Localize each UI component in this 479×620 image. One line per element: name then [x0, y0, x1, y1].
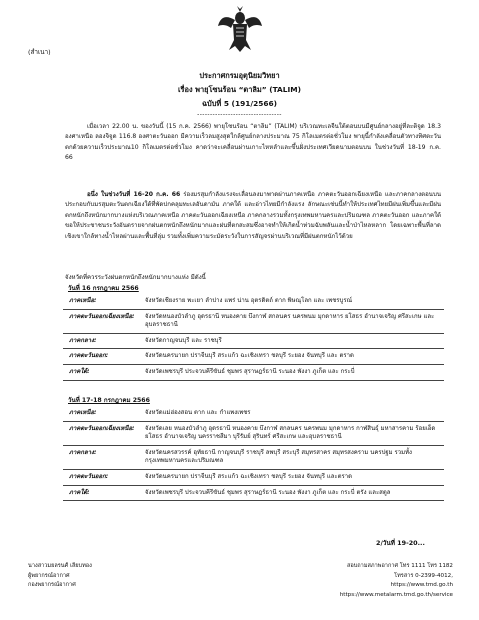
region-label: ภาคกลาง: [63, 333, 143, 349]
region-label: ภาคเหนือ: [63, 294, 143, 309]
region-label: ภาคใต้: [63, 485, 143, 501]
table-row [63, 364, 444, 380]
table-row [63, 406, 444, 421]
region-label: ภาคตะวันออกเฉียงเหนือ: [63, 309, 143, 333]
contact-fax-website[interactable]: โทรสาร 0-2399-4012, https://www.tmd.go.th [390, 572, 453, 589]
copy-label: (สำเนา) [28, 48, 51, 56]
table-row [63, 421, 444, 445]
date-heading-2: วันที่ 17-18 กรกฎาคม 2566 [68, 397, 150, 404]
province-table-day-2 [63, 406, 444, 501]
table-row [63, 469, 444, 485]
monsoon-paragraph [65, 190, 441, 242]
province-list: จังหวัดเพชรบุรี ประจวบคีรีขันธ์ ชุมพร สุราษฎร์ธานี ระนอง พังงา ภูเก็ต และ กระบี่ [143, 364, 444, 380]
garuda-emblem-icon [217, 4, 263, 54]
province-list: จังหวัดเลย หนองบัวลำภู อุดรธานี หนองคาย บึงกาฬ สกลนคร นครพนม มุกดาหาร กาฬสินธุ์ มหาสารคาม ร้อยเอ็ด ยโสธร อำนาจเจริญ นครราชสีมา บุรีรัมย์ สุรินทร์ ศรีสะเกษ และอุบลราชธานี [143, 421, 444, 445]
contact-block [331, 562, 453, 600]
table-row [63, 333, 444, 349]
signatory-block [28, 562, 92, 591]
province-list: จังหวัดนครนายก ปราจีนบุรี สระแก้ว ฉะเชิงเทรา ชลบุรี ระยอง จันทบุรี และ ตราด [143, 349, 444, 365]
table-row [63, 294, 444, 309]
province-list: จังหวัดเชียงราย พะเยา ลำปาง แพร่ น่าน อุตรดิตถ์ ตาก พิษณุโลก และ เพชรบูรณ์ [143, 294, 444, 309]
province-list-intro: จังหวัดที่ควรระวังฝนตกหนักถึงหนักมากบางแห่ง มีดังนี้ [65, 274, 206, 281]
province-list: จังหวัดนครสวรรค์ อุทัยธานี กาญจนบุรี ราชบุรี ลพบุรี สระบุรี สมุทรสาคร สมุทรสงคราม นครปฐม รวมทั้งกรุงเทพมหานครและปริมณฑล [143, 445, 444, 469]
province-list: จังหวัดกาญจนบุรี และ ราชบุรี [143, 333, 444, 349]
title-separator: --------------------------------- [197, 111, 282, 118]
contact-service-link[interactable]: https://www.metalarm.tmd.go.th/service [339, 591, 453, 598]
bulletin-number: ฉบับที่ 5 (191/2566) [201, 99, 278, 108]
table-row [63, 309, 444, 333]
monsoon-paragraph-lead: อนึ่ง ในช่วงวันที่ 16-20 ก.ค. 66 [87, 191, 181, 198]
storm-paragraph [65, 122, 441, 164]
province-list: จังหวัดนครนายก ปราจีนบุรี สระแก้ว ฉะเชิงเทรา ชลบุรี ระยอง จันทบุรี และตราด [143, 469, 444, 485]
signatory-division: กองพยากรณ์อากาศ [28, 582, 76, 589]
province-list: จังหวัดหนองบัวลำภู อุดรธานี หนองคาย บึงกาฬ สกลนคร นครพนม มุกดาหาร ยโสธร อำนาจเจริญ ศรีสะเกษ และอุบลราชธานี [143, 309, 444, 333]
contact-phone: สอบถามสภาพอากาศ โทร 1111 โทร 1182 [346, 563, 453, 569]
date-heading-1: วันที่ 16 กรกฎาคม 2566 [68, 285, 139, 292]
table-row [63, 349, 444, 365]
region-label: ภาคตะวันออกเฉียงเหนือ: [63, 421, 143, 445]
signatory-name: นางสาวมยลรนศ์ เลียบทอง [28, 563, 92, 569]
province-list: จังหวัดแม่ฮ่องสอน ตาก และ กำแพงเพชร [143, 406, 444, 421]
monsoon-paragraph-text: ร่องมรสุมกำลังแรงจะเลื่อนลงมาพาดผ่านภาคเหนือ ภาคตะวันออกเฉียงเหนือ และภาคกลางตอนบน ประกอบกับมรสุมตะวันตกเฉียงใต้ที่พัดปกคลุมทะเลอันดามัน ภาคใต้ และอ่าวไทยมีกำลังแรง ลักษณะเช่นนี้ทำให้ประเทศไทยมีฝนเพิ่มขึ้นและมีฝนตกหนักถึงหนักมากบางแห่งบริเวณภาคเหนือ ภาคตะวันออกเฉียงเหนือ ภาคกลางรวมทั้งกรุงเทพมหานครและปริมณฑล ภาคตะวันออก และภาคใต้ ขอให้ประชาชนระวังอันตรายจากฝนตกหนักถึงหนักมากและฝนที่ตกสะสมซึ่งอาจทำให้เกิดน้ำท่วมฉับพลันและน้ำป่าไหลหลาก โดยเฉพาะพื้นที่ลาดเชิงเขาใกล้ทางน้ำไหลผ่านและพื้นที่ลุ่ม รวมทั้งเพิ่มความระมัดระวังในการสัญจรผ่านบริเวณที่มีฝนตกหนักไว้ด้วย [65, 191, 441, 240]
subject-title: เรื่อง พายุโซนร้อน “ตาลิม” (TALIM) [178, 85, 301, 94]
region-label: ภาคตะวันออก: [63, 349, 143, 365]
table-row [63, 445, 444, 469]
signatory-position: ผู้พยากรณ์อากาศ [28, 572, 70, 579]
storm-paragraph-text: เมื่อเวลา 22.00 น. ของวันนี้ (15 ก.ค. 2566) พายุโซนร้อน “ตาลิม” (TALIM) บริเวณทะเลจีนใต้ตอนบนมีศูนย์กลางอยู่ที่ละติจูด 18.3 องศาเหนือ ลองจิจูด 116.8 องศาตะวันออก มีความเร็วลมสูงสุดใกล้ศูนย์กลางประมาณ 75 กิโลเมตรต่อชั่วโมง พายุนี้กำลังเคลื่อนตัวทางทิศตะวันตกด้วยความเร็วประมาณ10 กิโลเมตรต่อชั่วโมง คาดว่าจะเคลื่อนผ่านเกาะไหหลำและขึ้นฝั่งประเทศเวียดนามตอนบน ในช่วงวันที่ 18-19 ก.ค. 66 [65, 123, 441, 162]
region-label: ภาคใต้: [63, 364, 143, 380]
province-list: จังหวัดเพชรบุรี ประจวบคีรีขันธ์ ชุมพร สุราษฎร์ธานี ระนอง พังงา ภูเก็ต และ กระบี่ ตรัง และสตูล [143, 485, 444, 501]
region-label: ภาคเหนือ: [63, 406, 143, 421]
agency-title: ประกาศกรมอุตุนิยมวิทยา [199, 71, 280, 80]
region-label: ภาคกลาง: [63, 445, 143, 469]
province-table-day-1 [63, 294, 444, 381]
continuation-note: 2/วันที่ 19-20... [376, 539, 425, 547]
table-row [63, 485, 444, 501]
region-label: ภาคตะวันออก: [63, 469, 143, 485]
